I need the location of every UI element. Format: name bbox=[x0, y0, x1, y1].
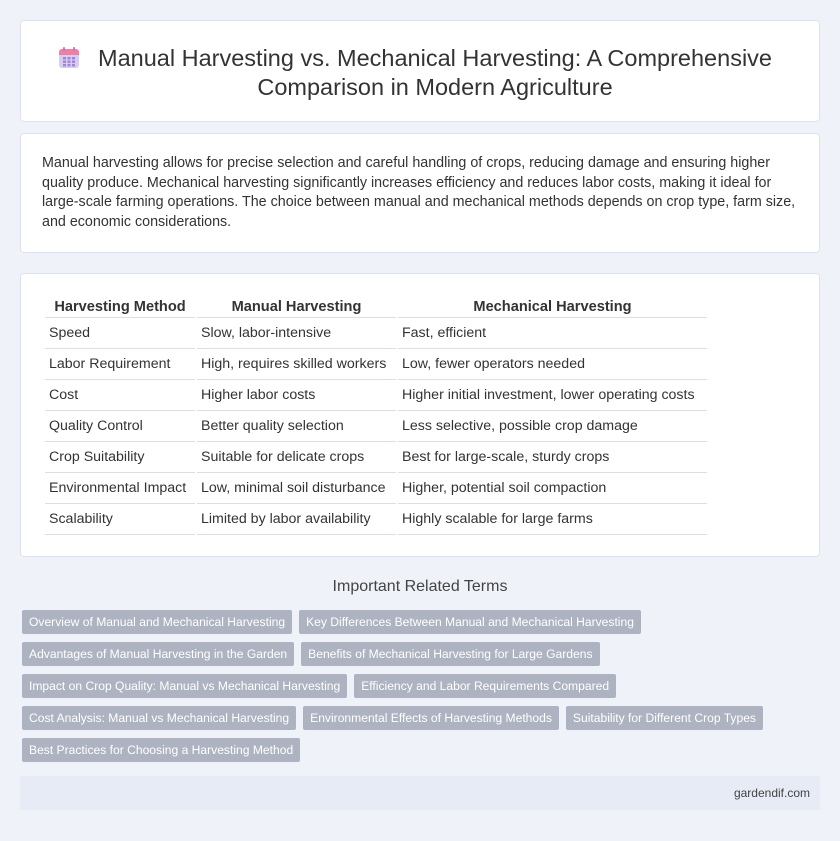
table-row bbox=[45, 318, 707, 349]
table-cell: Environmental Impact bbox=[45, 473, 195, 504]
table-cell: Crop Suitability bbox=[45, 442, 195, 473]
related-term-tag[interactable]: Environmental Effects of Harvesting Methods bbox=[303, 706, 559, 730]
table-row bbox=[45, 349, 707, 380]
related-term-tag[interactable]: Suitability for Different Crop Types bbox=[566, 706, 763, 730]
table-cell: Highly scalable for large farms bbox=[398, 504, 707, 535]
table-cell: Quality Control bbox=[45, 411, 195, 442]
table-cell: Limited by labor availability bbox=[197, 504, 396, 535]
table-cell: Suitable for delicate crops bbox=[197, 442, 396, 473]
table-cell: Higher initial investment, lower operating costs bbox=[398, 380, 707, 411]
table-row bbox=[45, 380, 707, 411]
related-term-tag[interactable]: Impact on Crop Quality: Manual vs Mechanical Harvesting bbox=[22, 674, 347, 698]
table-cell: High, requires skilled workers bbox=[197, 349, 396, 380]
comparison-table bbox=[43, 294, 709, 535]
table-cell: Labor Requirement bbox=[45, 349, 195, 380]
related-terms-heading: Important Related Terms bbox=[332, 578, 508, 595]
column-header: Harvesting Method bbox=[45, 294, 195, 318]
page-title: Manual Harvesting vs. Mechanical Harvesting: A Comprehensive Comparison in Modern Agriculture bbox=[98, 45, 772, 100]
table-cell: Scalability bbox=[45, 504, 195, 535]
table-cell: Higher, potential soil compaction bbox=[398, 473, 707, 504]
footer-site-link[interactable]: gardendif.com bbox=[733, 786, 810, 800]
comparison-card bbox=[20, 273, 820, 557]
table-row bbox=[45, 504, 707, 535]
related-term-tag[interactable]: Best Practices for Choosing a Harvesting Method bbox=[22, 738, 300, 762]
related-term-tag[interactable]: Benefits of Mechanical Harvesting for Large Gardens bbox=[301, 642, 599, 666]
intro-card bbox=[20, 133, 820, 253]
table-cell: Higher labor costs bbox=[197, 380, 396, 411]
related-term-tag[interactable]: Efficiency and Labor Requirements Compared bbox=[354, 674, 616, 698]
related-terms-list bbox=[22, 610, 822, 770]
intro-paragraph: Manual harvesting allows for precise selection and careful handling of crops, reducing damage and ensuring higher quality produce. Mechanical harvesting significantly increases efficiency and reduces labor costs, making it ideal for large-scale farming operations. The choice between manual and mechanical methods depends on crop type, farm size, and economic considerations. bbox=[42, 155, 796, 230]
table-cell: Slow, labor-intensive bbox=[197, 318, 396, 349]
footer bbox=[20, 776, 820, 810]
table-row bbox=[45, 442, 707, 473]
related-term-tag[interactable]: Overview of Manual and Mechanical Harvesting bbox=[22, 610, 292, 634]
related-term-tag[interactable]: Advantages of Manual Harvesting in the Garden bbox=[22, 642, 294, 666]
table-cell: Low, minimal soil disturbance bbox=[197, 473, 396, 504]
column-header: Mechanical Harvesting bbox=[398, 294, 707, 318]
related-term-tag[interactable]: Key Differences Between Manual and Mechanical Harvesting bbox=[299, 610, 641, 634]
table-cell: Best for large-scale, sturdy crops bbox=[398, 442, 707, 473]
table-cell: Fast, efficient bbox=[398, 318, 707, 349]
table-cell: Speed bbox=[45, 318, 195, 349]
table-cell: Better quality selection bbox=[197, 411, 396, 442]
table-cell: Less selective, possible crop damage bbox=[398, 411, 707, 442]
column-header: Manual Harvesting bbox=[197, 294, 396, 318]
table-row bbox=[45, 473, 707, 504]
related-term-tag[interactable]: Cost Analysis: Manual vs Mechanical Harvesting bbox=[22, 706, 296, 730]
table-header-row bbox=[45, 294, 707, 318]
table-cell: Cost bbox=[45, 380, 195, 411]
header-card bbox=[20, 20, 820, 122]
table-row bbox=[45, 411, 707, 442]
table-cell: Low, fewer operators needed bbox=[398, 349, 707, 380]
